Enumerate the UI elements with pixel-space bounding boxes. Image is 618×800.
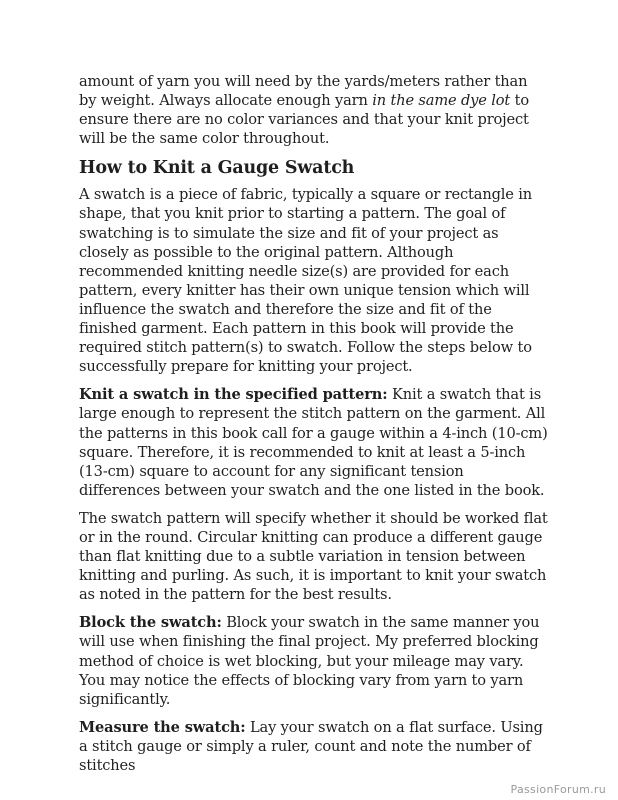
step-paragraph-swatch (79, 385, 549, 500)
step-title: Measure the swatch: (79, 718, 246, 736)
intro-paragraph (79, 72, 549, 148)
step-text: Lay your swatch on a flat surface. Using a stitch gauge or simply a ruler, count and note the number of stitches (79, 718, 543, 774)
step-paragraph-measure (79, 718, 549, 775)
section-heading: How to Knit a Gauge Swatch (79, 158, 355, 179)
watermark: PassionForum.ru (510, 783, 606, 796)
intro-text-part2: to ensure there are no color variances and that your knit project will be the same color throughout. (79, 92, 529, 148)
section-paragraph: A swatch is a piece of fabric, typically a square or rectangle in shape, that you knit prior to starting a pattern. The goal of swatching is to simulate the size and fit of your project as closely as possible to the original pattern. Although recommended knitting needle size(s) are provided for each pattern, every knitter has their own unique tension which will influence the swatch and therefore the size and fit of the finished garment. Each pattern in this book will provide the required stitch pattern(s) to swatch. Follow the steps below to successfully prepare for knitting your project. (79, 186, 533, 376)
intro-text-part1: amount of yarn you will need by the yards/meters rather than by weight. Always allocate enough yarn (79, 73, 528, 110)
document-page (79, 72, 549, 784)
step-paragraph-block (79, 613, 549, 708)
step-text: The swatch pattern will specify whether it should be worked flat or in the round. Circular knitting can produce a different gauge than flat knitting due to a subtle variation in tension between knitting and purling. As such, it is important to knit your swatch as noted in the pattern for the best results. (79, 509, 548, 604)
intro-emphasis: in the same dye lot (372, 92, 511, 110)
step-paragraph-flat-or-round (79, 509, 549, 604)
step-text: Block your swatch in the same manner you will use when finishing the final project. My preferred blocking method of choice is wet blocking, but your mileage may vary. You may notice the effects of blocking vary from yarn to yarn significantly. (79, 614, 540, 708)
step-title: Knit a swatch in the specified pattern: (79, 386, 388, 404)
step-title: Block the swatch: (79, 614, 222, 632)
step-text: Knit a swatch that is large enough to represent the stitch pattern on the garment. All the patterns in this book call for a gauge within a 4-inch (10-cm) square. Therefore, it is recommended to knit at least a 5-inch (13-cm) square to account for any significant tension differences between your swatch and the one listed in the book. (79, 386, 548, 499)
